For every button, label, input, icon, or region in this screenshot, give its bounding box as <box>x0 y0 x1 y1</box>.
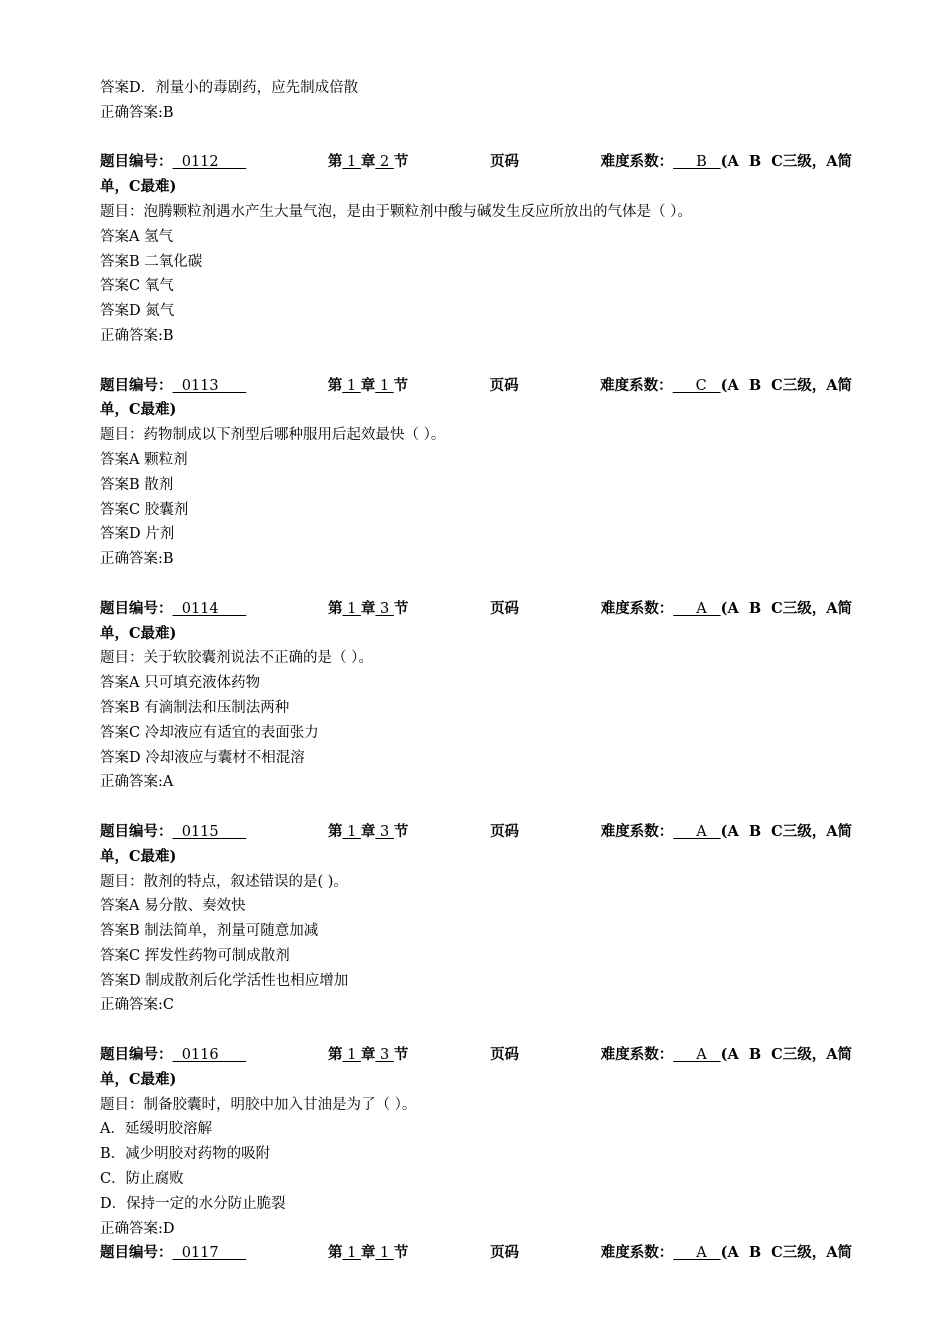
intro-correct-answer: 正确答案:B <box>100 104 174 121</box>
chapter-number: 1 <box>342 1245 361 1262</box>
section-number: 3 <box>375 1047 394 1064</box>
chapter-suffix: 章 <box>360 376 376 394</box>
question-block <box>100 374 852 597</box>
answer-option: 答案A 只可填充液体药物 <box>100 675 261 692</box>
question-id: 0113 <box>172 377 247 394</box>
difficulty-label: 难度系数： <box>600 599 674 617</box>
answer-option: 答案C 氧气 <box>100 278 174 295</box>
difficulty-value: A <box>673 600 721 617</box>
question-id-label: 题目编号： <box>100 1046 173 1064</box>
difficulty-label: 难度系数： <box>600 1046 674 1064</box>
difficulty-value: C <box>672 377 721 394</box>
question-id-field <box>100 374 246 399</box>
chapter-number: 1 <box>342 823 361 840</box>
correct-answer: 正确答案:C <box>100 997 174 1014</box>
answer-option: 答案B 有滴制法和压制法两种 <box>100 699 290 716</box>
difficulty-value: A <box>673 1047 721 1064</box>
question-id-field <box>100 1043 246 1068</box>
chapter-section-field <box>328 374 408 399</box>
section-suffix: 节 <box>393 376 409 394</box>
question-id-label: 题目编号： <box>100 1244 173 1262</box>
chapter-prefix: 第 <box>327 1244 343 1262</box>
difficulty-note: (A B C三级，A简 <box>720 1046 852 1064</box>
answer-option: 答案B 制法简单，剂量可随意加减 <box>100 923 319 940</box>
difficulty-field <box>601 820 852 845</box>
page-label: 页码 <box>489 153 519 171</box>
difficulty-value: A <box>673 1245 721 1262</box>
difficulty-label: 难度系数： <box>600 376 673 394</box>
answer-option: 答案B 二氧化碳 <box>100 253 203 270</box>
section-suffix: 节 <box>393 1244 409 1262</box>
answer-option: 答案A 氢气 <box>100 228 174 245</box>
correct-answer: 正确答案:B <box>100 327 174 344</box>
chapter-prefix: 第 <box>327 1046 343 1064</box>
question-id: 0115 <box>172 823 247 840</box>
question-block <box>100 1043 852 1241</box>
answer-option: 答案B 散剂 <box>100 476 174 493</box>
answer-option: 答案C 冷却液应有适宜的表面张力 <box>100 724 319 741</box>
difficulty-note: (A B C三级，A简 <box>720 822 852 840</box>
answer-option: 答案C 挥发性药物可制成散剂 <box>100 947 290 964</box>
chapter-suffix: 章 <box>360 822 376 840</box>
section-suffix: 节 <box>393 822 409 840</box>
question-header <box>100 374 852 399</box>
difficulty-note-continued: 单，C最难) <box>100 624 177 642</box>
question-id: 0117 <box>172 1245 247 1262</box>
difficulty-field <box>601 1043 852 1068</box>
chapter-suffix: 章 <box>360 599 376 617</box>
difficulty-note: (A B C三级，A简 <box>720 376 852 394</box>
chapter-section-field <box>328 150 408 175</box>
chapter-section-field <box>328 1043 408 1068</box>
chapter-number: 1 <box>342 154 361 171</box>
difficulty-note: (A B C三级，A简 <box>720 1244 852 1262</box>
section-suffix: 节 <box>393 1046 409 1064</box>
question-id-label: 题目编号： <box>100 376 173 394</box>
question-stem: 题目：药物制成以下剂型后哪种服用后起效最快（ ）。 <box>100 427 446 444</box>
intro-answer-d: 答案D．剂量小的毒剧药，应先制成倍散 <box>100 80 359 96</box>
chapter-section-field <box>328 597 408 622</box>
difficulty-field <box>600 374 852 399</box>
difficulty-value: B <box>673 154 721 171</box>
question-header-last <box>100 1241 852 1266</box>
section-number: 3 <box>375 600 394 617</box>
question-header <box>100 150 852 175</box>
answer-option: 答案D 片剂 <box>100 526 175 543</box>
answer-option: 答案D 冷却液应与囊材不相混溶 <box>100 749 305 766</box>
difficulty-note-continued: 单，C最难) <box>100 178 177 196</box>
correct-answer: 正确答案:A <box>100 774 174 791</box>
chapter-prefix: 第 <box>327 599 343 617</box>
difficulty-value: A <box>673 823 721 840</box>
chapter-prefix: 第 <box>327 153 343 171</box>
chapter-prefix: 第 <box>327 822 343 840</box>
question-stem: 题目：关于软胶囊剂说法不正确的是（ ）。 <box>100 650 373 667</box>
question-id: 0116 <box>172 1047 247 1064</box>
question-block <box>100 150 852 373</box>
question-id: 0114 <box>172 600 247 617</box>
question-list <box>100 150 852 1266</box>
question-id-field <box>100 820 246 845</box>
question-id-field <box>100 150 246 175</box>
chapter-number: 1 <box>342 377 361 394</box>
difficulty-note: (A B C三级，A简 <box>720 599 852 617</box>
chapter-section-field <box>328 1241 408 1266</box>
correct-answer: 正确答案:D <box>100 1220 175 1237</box>
question-stem: 题目：制备胶囊时，明胶中加入甘油是为了（ ）。 <box>100 1096 417 1113</box>
answer-option: D．保持一定的水分防止脆裂 <box>100 1195 286 1212</box>
question-stem: 题目：泡腾颗粒剂遇水产生大量气泡，是由于颗粒剂中酸与碱发生反应所放出的气体是（ ）。 <box>100 203 692 220</box>
question-header <box>100 597 852 622</box>
answer-option: 答案D 氮气 <box>100 303 175 320</box>
chapter-suffix: 章 <box>360 1046 376 1064</box>
section-number: 3 <box>375 823 394 840</box>
question-header <box>100 820 852 845</box>
difficulty-note-continued: 单，C最难) <box>100 847 177 865</box>
section-number: 1 <box>375 1245 394 1262</box>
question-id-field <box>100 597 246 622</box>
answer-option: 答案C 胶囊剂 <box>100 501 189 518</box>
chapter-number: 1 <box>342 600 361 617</box>
question-id-label: 题目编号： <box>100 599 173 617</box>
page-label: 页码 <box>489 376 519 394</box>
section-number: 2 <box>375 154 394 171</box>
section-suffix: 节 <box>393 599 409 617</box>
question-id-field <box>100 1241 246 1266</box>
answer-option: 答案D 制成散剂后化学活性也相应增加 <box>100 972 349 989</box>
answer-option: B．减少明胶对药物的吸附 <box>100 1146 271 1163</box>
page-label: 页码 <box>490 1244 520 1262</box>
answer-option: 答案A 易分散、奏效快 <box>100 898 246 915</box>
difficulty-field <box>601 597 852 622</box>
section-number: 1 <box>375 377 394 394</box>
answer-option: 答案A 颗粒剂 <box>100 451 188 468</box>
difficulty-note-continued: 单，C最难) <box>100 1070 177 1088</box>
chapter-suffix: 章 <box>360 153 376 171</box>
section-suffix: 节 <box>393 153 409 171</box>
page-label: 页码 <box>490 1046 520 1064</box>
difficulty-field <box>601 1241 852 1266</box>
question-id-label: 题目编号： <box>100 153 173 171</box>
difficulty-label: 难度系数： <box>600 153 674 171</box>
difficulty-label: 难度系数： <box>600 822 674 840</box>
question-id: 0112 <box>172 154 247 171</box>
question-block <box>100 597 852 820</box>
difficulty-note: (A B C三级，A简 <box>720 153 852 171</box>
chapter-section-field <box>328 820 408 845</box>
answer-option: A．延缓明胶溶解 <box>100 1121 212 1138</box>
question-stem: 题目：散剂的特点，叙述错误的是( )。 <box>100 873 348 890</box>
chapter-number: 1 <box>342 1047 361 1064</box>
question-header <box>100 1043 852 1068</box>
difficulty-label: 难度系数： <box>600 1244 674 1262</box>
difficulty-note-continued: 单，C最难) <box>100 401 177 419</box>
correct-answer: 正确答案:B <box>100 551 174 568</box>
difficulty-field <box>601 150 852 175</box>
document-page <box>100 76 852 1266</box>
page-label: 页码 <box>490 822 520 840</box>
question-block <box>100 820 852 1043</box>
chapter-prefix: 第 <box>327 376 343 394</box>
page-label: 页码 <box>490 599 520 617</box>
chapter-suffix: 章 <box>360 1244 376 1262</box>
answer-option: C．防止腐败 <box>100 1171 184 1188</box>
question-id-label: 题目编号： <box>100 822 173 840</box>
